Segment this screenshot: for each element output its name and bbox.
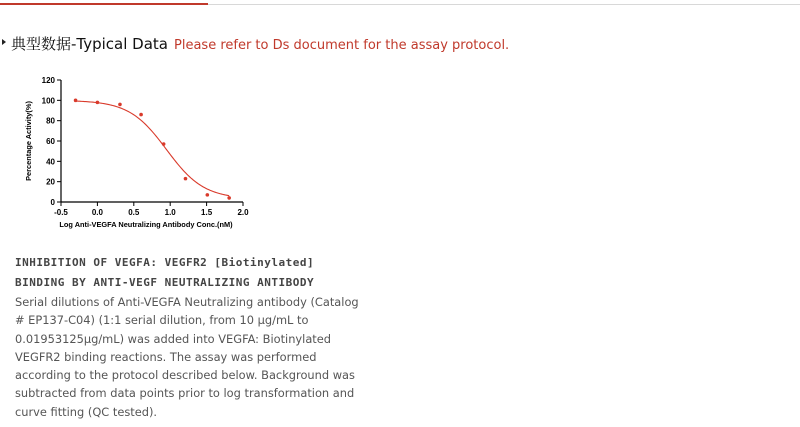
- data-point: [139, 113, 143, 117]
- data-point: [227, 196, 231, 200]
- y-tick-label: 0: [50, 198, 55, 207]
- description-line: # EP137-C04) (1:1 serial dilution, from 10 μg/mL to: [15, 313, 309, 328]
- description-body: [15, 293, 360, 421]
- data-point: [96, 101, 100, 105]
- active-tab-indicator: [0, 3, 208, 5]
- x-tick-label: 0.0: [91, 208, 103, 217]
- description-line: Serial dilutions of Anti-VEGFA Neutralizing antibody (Catalog: [15, 295, 359, 309]
- y-tick-label: 120: [41, 76, 55, 85]
- y-tick-label: 100: [41, 96, 55, 106]
- description-line: subtracted from data points prior to log transformation and: [15, 386, 355, 401]
- section-header: [0, 33, 509, 57]
- y-tick-label: 40: [46, 157, 55, 167]
- fit-curve: [76, 101, 230, 196]
- y-tick-label: 80: [46, 116, 55, 126]
- x-tick-label: 0.5: [128, 208, 140, 217]
- description-line: VEGFR2 binding reactions. The assay was performed: [15, 349, 317, 364]
- description-line: according to the protocol described below. Background was: [15, 368, 355, 383]
- section-title: 典型数据-Typical Data: [11, 35, 168, 53]
- protocol-note: Please refer to Ds document for the assay protocol.: [174, 38, 510, 53]
- x-tick-label: 1.5: [201, 208, 213, 217]
- description-line: 0.01953125μg/mL) was added into VEGFA: Biotinylated: [15, 331, 332, 346]
- data-point: [118, 103, 122, 107]
- x-tick-label: 1.0: [164, 208, 176, 217]
- inhibition-chart: [18, 70, 258, 240]
- data-point: [162, 142, 166, 146]
- x-axis-label: Log Anti-VEGFA Neutralizing Antibody Conc.(nM): [59, 220, 233, 229]
- data-point: [184, 177, 188, 181]
- description-heading-line-2: BINDING BY ANTI-VEGF NEUTRALIZING ANTIBODY: [15, 276, 315, 289]
- y-tick-label: 20: [46, 177, 55, 187]
- description-heading-line-1: INHIBITION OF VEGFA: VEGFR2 [Biotinylated]: [15, 256, 315, 269]
- description-line: curve fitting (QC tested).: [15, 404, 158, 419]
- assay-description: [15, 253, 360, 421]
- bullet-triangle-icon: [2, 39, 6, 45]
- x-tick-label: 2.0: [237, 208, 249, 217]
- y-tick-label: 60: [46, 137, 55, 146]
- x-tick-label: -0.5: [54, 208, 68, 217]
- data-point: [74, 99, 78, 103]
- data-point: [206, 193, 210, 197]
- y-axis-label: Percentage Activity(%): [24, 101, 33, 181]
